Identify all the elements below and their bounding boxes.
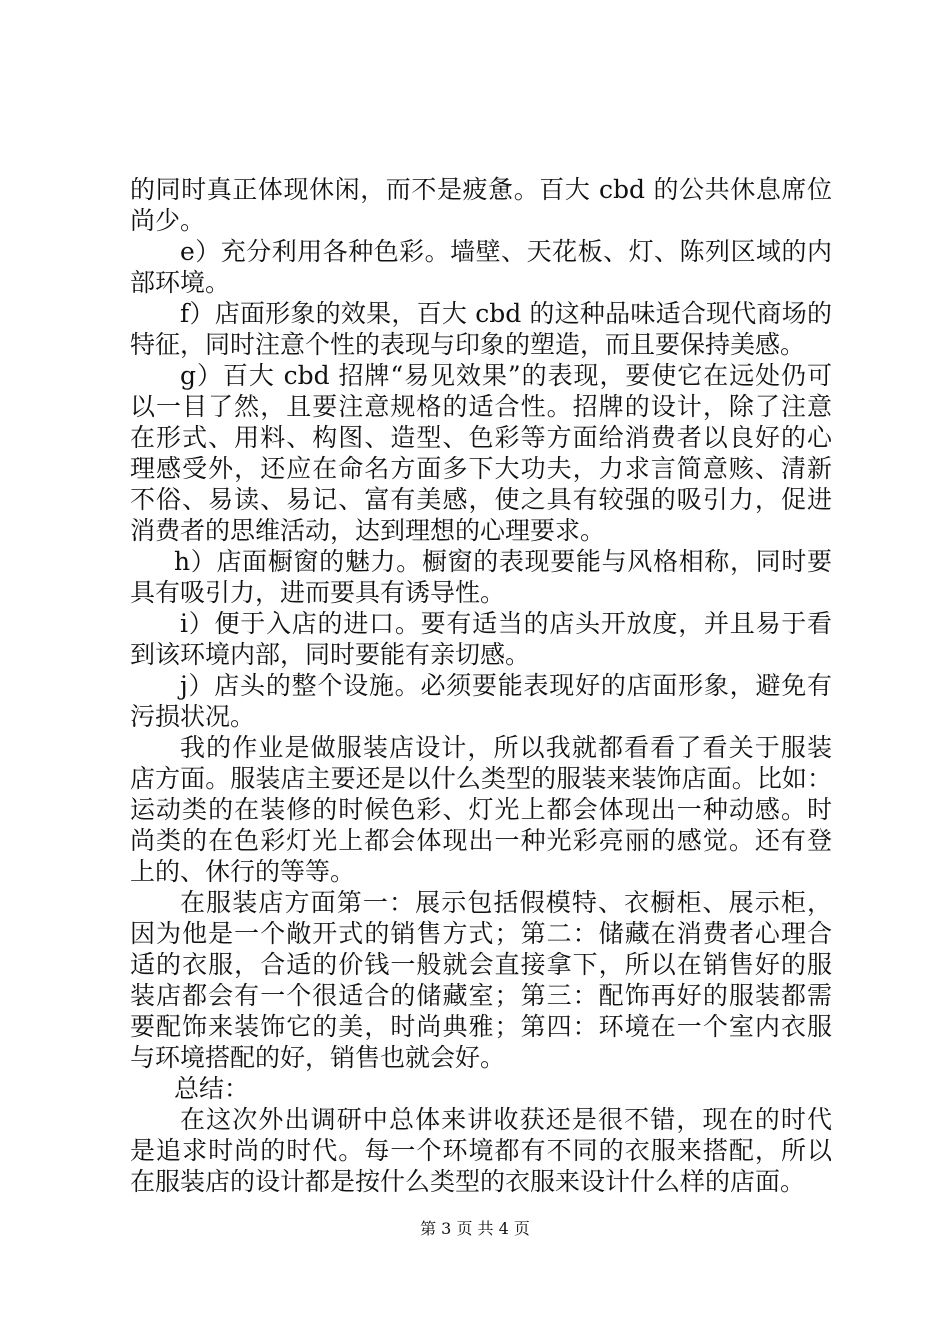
text-line: f）店面形象的效果，百大 cbd 的这种品味适合现代商场的 (180, 299, 832, 328)
text-line: e）充分利用各种色彩。墙壁、天花板、灯、陈列区域的内 (180, 237, 832, 266)
text-line: 是追求时尚的时代。每一个环境都有不同的衣服来搭配，所以 (130, 1136, 832, 1165)
text-line: 具有吸引力，进而要具有诱导性。 (130, 578, 506, 607)
text-line: 特征，同时注意个性的表现与印象的塑造，而且要保持美感。 (130, 330, 806, 359)
text-line: 在服装店的设计都是按什么类型的衣服来设计什么样的店面。 (130, 1167, 806, 1196)
text-line: 要配饰来装饰它的美，时尚典雅；第四：环境在一个室内衣服 (130, 1012, 832, 1041)
text-line: 不俗、易读、易记、富有美感，使之具有较强的吸引力，促进 (130, 485, 832, 514)
text-line: i）便于入店的进口。要有适当的店头开放度，并且易于看 (180, 609, 832, 638)
text-line: 与环境搭配的好，销售也就会好。 (130, 1043, 506, 1072)
text-line: 在服装店方面第一：展示包括假模特、衣橱柜、展示柜， (180, 888, 832, 917)
text-line: 店方面。服装店主要还是以什么类型的服装来装饰店面。比如： (130, 764, 832, 793)
page-number-label: 第 3 页 共 4 页 (420, 1219, 530, 1238)
text-line: 运动类的在装修的时候色彩、灯光上都会体现出一种动感。时 (130, 795, 832, 824)
text-line: 以一目了然，且要注意规格的适合性。招牌的设计，除了注意 (130, 392, 832, 421)
text-line: 上的、休行的等等。 (130, 857, 356, 886)
text-line: 在这次外出调研中总体来讲收获还是很不错，现在的时代 (180, 1105, 832, 1134)
text-line: 消费者的思维活动，达到理想的心理要求。 (130, 516, 606, 545)
text-line: 适的衣服，合适的价钱一般就会直接拿下，所以在销售好的服 (130, 950, 832, 979)
text-line: 我的作业是做服装店设计，所以我就都看看了看关于服装 (180, 733, 832, 762)
text-line: 装店都会有一个很适合的储藏室；第三：配饰再好的服装都需 (130, 981, 832, 1010)
text-line: 尚类的在色彩灯光上都会体现出一种光彩亮丽的感觉。还有登 (130, 826, 832, 855)
text-line: g）百大 cbd 招牌“易见效果”的表现，要使它在远处仍可 (180, 361, 832, 390)
text-line: 因为他是一个敞开式的销售方式；第二：储藏在消费者心理合 (130, 919, 832, 948)
text-line: 污损状况。 (130, 702, 256, 731)
text-line: 总结： (174, 1074, 250, 1103)
text-line: 在形式、用料、构图、造型、色彩等方面给消费者以良好的心 (130, 423, 832, 452)
document-body (130, 174, 832, 1197)
page-footer (0, 1218, 950, 1240)
text-line: 部环境。 (130, 268, 231, 297)
text-line: 尚少。 (130, 206, 206, 235)
text-line: j）店头的整个设施。必须要能表现好的店面形象，避免有 (180, 671, 832, 700)
text-line: 的同时真正体现休闲，而不是疲惫。百大 cbd 的公共休息席位 (130, 175, 832, 204)
text-line: 到该环境内部，同时要能有亲切感。 (130, 640, 531, 669)
text-line: h）店面橱窗的魅力。橱窗的表现要能与风格相称，同时要 (174, 547, 832, 576)
text-line: 理感受外，还应在命名方面多下大功夫，力求言简意赅、清新 (130, 454, 832, 483)
